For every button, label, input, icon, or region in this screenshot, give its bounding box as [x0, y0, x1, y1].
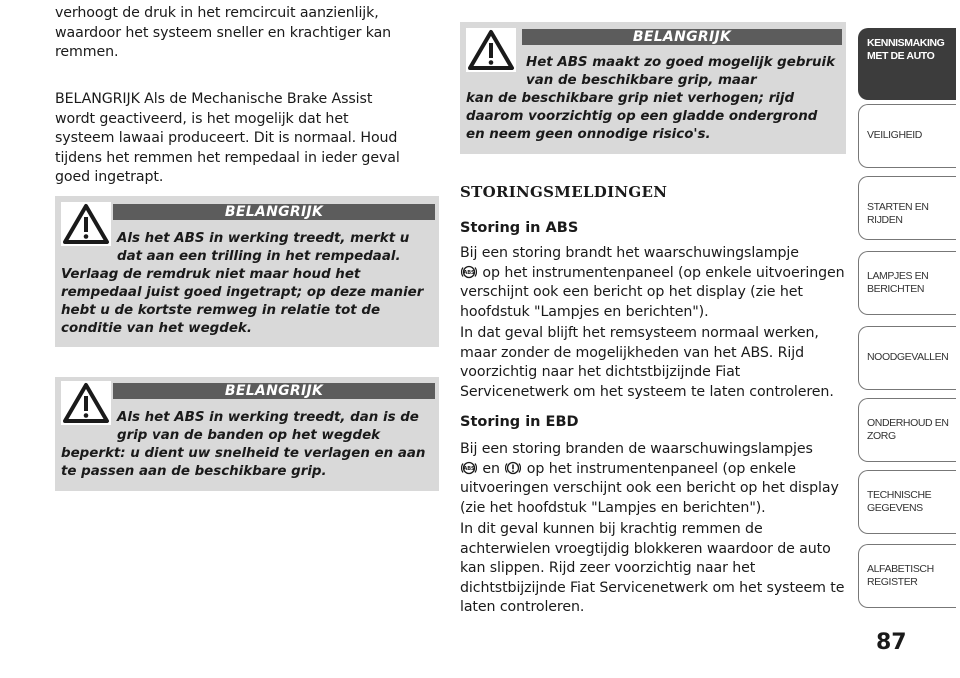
tab-label-line-2: REGISTER	[867, 576, 918, 588]
tab-alfabetisch-register[interactable]	[858, 544, 956, 608]
tab-label-line-2: MET DE AUTO	[867, 50, 935, 62]
abs-warning-lamp-icon	[461, 460, 477, 476]
tab-kennismaking[interactable]	[858, 28, 956, 100]
section-title: STORINGSMELDINGEN	[460, 183, 668, 201]
warning-text: kan de beschikbare grip niet verhogen; rijd daarom voorzichtig op een gladde ondergrond en neem geen onnodige risico's.	[466, 91, 818, 142]
warning-heading: BELANGRIJK	[113, 204, 435, 220]
tab-label-line-1: ONDERHOUD EN	[867, 417, 949, 429]
abs-fault-paragraph-1	[460, 244, 848, 322]
warning-text: Verlaag de remdruk niet maar houd het rempedaal juist goed ingetrapt; op deze manier hebt u de kortste remweg in relatie tot de conditie van het wegdek.	[61, 267, 424, 336]
ebd-fault-text-after: op het instrumentenpaneel (op enkele uitvoeringen verschijnt ook een bericht op het display (zie het hoofdstuk "Lampjes en berichten").	[460, 460, 839, 516]
tab-onderhoud-en-zorg[interactable]	[858, 398, 956, 462]
page-number: 87	[876, 630, 907, 655]
tab-label-line-1: KENNISMAKING	[867, 37, 945, 49]
ebd-fault-paragraph-2: In dit geval kunnen bij krachtig remmen de achterwielen vroegtijdig blokkeren waardoor de auto kan slippen. Rijd zeer voorzichtig naar het dichtstbijzijnde Fiat Servicenetwerk om het systeem te laten controleren.	[460, 521, 845, 615]
ebd-fault-paragraph-1	[460, 440, 848, 518]
ebd-fault-text-before: Bij een storing branden de waarschuwingslampjes	[460, 441, 813, 457]
tab-veiligheid[interactable]	[858, 104, 956, 168]
tab-label-line-1: LAMPJES EN	[867, 270, 929, 282]
tab-label-line-2: BERICHTEN	[867, 283, 925, 295]
tab-lampjes-en-berichten[interactable]	[858, 251, 956, 315]
tab-label-line-2: GEGEVENS	[867, 502, 923, 514]
tab-label-line-1: NOODGEVALLEN	[867, 351, 949, 363]
belangrijk-paragraph: BELANGRIJK Als de Mechanische Brake Assist wordt geactiveerd, is het mogelijk dat het systeem lawaai produceert. Dit is normaal. Houd tijdens het remmen het rempedaal in ieder geval goed ingetrapt.	[55, 91, 400, 185]
intro-paragraph: verhoogt de druk in het remcircuit aanzienlijk, waardoor het systeem sneller en krachtiger kan remmen.	[55, 5, 392, 60]
tab-starten-en-rijden[interactable]	[858, 176, 956, 240]
warning-heading: BELANGRIJK	[522, 29, 842, 45]
tab-noodgevallen[interactable]	[858, 326, 956, 390]
tab-label-line-2: ZORG	[867, 430, 896, 442]
warning-text: beperkt: u dient uw snelheid te verlagen en aan te passen aan de beschikbare grip.	[61, 446, 426, 479]
abs-fault-text-before: Bij een storing brandt het waarschuwingslampje	[460, 245, 799, 261]
chapter-tabs	[858, 0, 960, 678]
warning-lead: Het ABS maakt zo goed mogelijk gebruik van de beschikbare grip, maar	[526, 55, 836, 88]
warning-box-abs-vibration	[55, 196, 439, 347]
tab-label-line-1: STARTEN EN RIJDEN	[867, 201, 929, 226]
warning-box-abs-grip-usage	[460, 22, 846, 154]
tab-technische-gegevens[interactable]	[858, 470, 956, 534]
brake-warning-lamp-icon	[505, 460, 521, 476]
abs-warning-lamp-icon	[461, 264, 477, 280]
warning-heading: BELANGRIJK	[113, 383, 435, 399]
abs-fault-paragraph-2: In dat geval blijft het remsysteem normaal werken, maar zonder de mogelijkheden van het ABS. Rijd voorzichtig naar het dichtstbijzijnde Fiat Servicenetwerk om het systeem te laten controleren.	[460, 325, 834, 400]
tab-label-line-1: VEILIGHEID	[867, 129, 922, 141]
abs-fault-text-after: op het instrumentenpaneel (op enkele uitvoeringen verschijnt ook een bericht op het display (zie het hoofdstuk "Lampjes en berichten").	[460, 264, 845, 320]
ebd-fault-title: Storing in EBD	[460, 414, 579, 430]
tab-label-line-1: TECHNISCHE	[867, 489, 932, 501]
abs-fault-title: Storing in ABS	[460, 220, 579, 236]
warning-box-abs-grip	[55, 377, 439, 491]
svg-text:ABS: ABS	[463, 465, 475, 472]
warning-lead: Als het ABS in werking treedt, merkt u dat aan een trilling in het rempedaal.	[117, 231, 410, 264]
warning-lead: Als het ABS in werking treedt, dan is de grip van de banden op het wegdek	[117, 410, 419, 443]
svg-text:ABS: ABS	[463, 269, 475, 276]
tab-label-line-1: ALFABETISCH	[867, 563, 934, 575]
ebd-fault-text-mid: en	[482, 460, 500, 477]
